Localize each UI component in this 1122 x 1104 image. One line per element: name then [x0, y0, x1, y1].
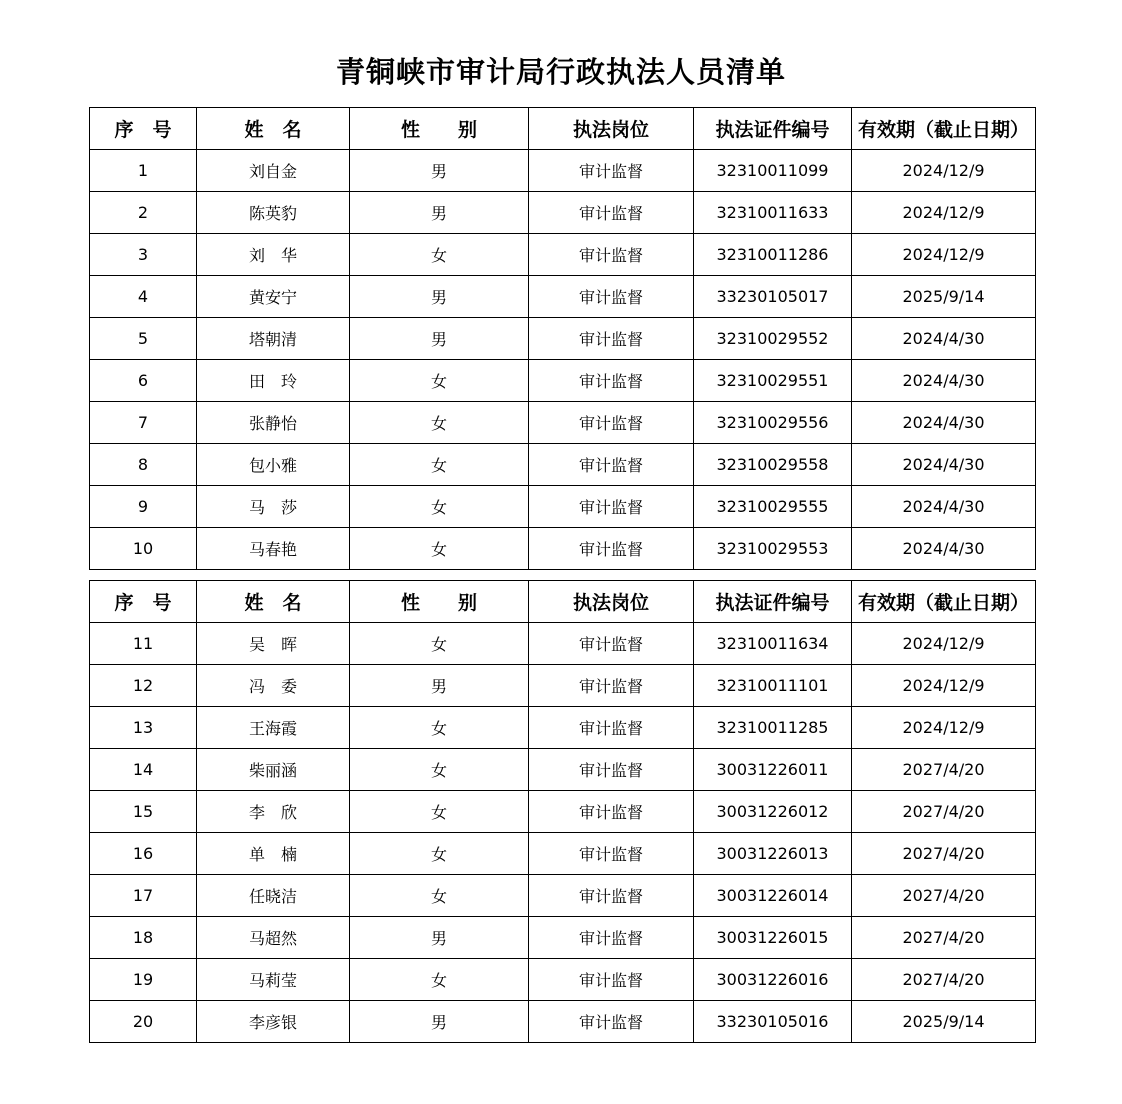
cell-name: 李彦银: [197, 1001, 350, 1043]
cell-name: 冯 委: [197, 665, 350, 707]
cell-cert-no: 30031226011: [694, 749, 852, 791]
cell-post: 审计监督: [529, 402, 694, 444]
cell-cert-no: 32310011099: [694, 150, 852, 192]
cell-gender: 女: [350, 959, 529, 1001]
cell-valid-until: 2025/9/14: [852, 276, 1036, 318]
cell-name: 马 莎: [197, 486, 350, 528]
cell-post: 审计监督: [529, 875, 694, 917]
cell-gender: 女: [350, 791, 529, 833]
cell-valid-until: 2024/4/30: [852, 360, 1036, 402]
header-valid-until: 有效期（截止日期）: [852, 581, 1036, 623]
cell-no: 13: [90, 707, 197, 749]
cell-no: 7: [90, 402, 197, 444]
table-row: [90, 276, 1036, 318]
cell-gender: 女: [350, 875, 529, 917]
cell-no: 4: [90, 276, 197, 318]
header-gender: 性 别: [350, 581, 529, 623]
table-row: [90, 402, 1036, 444]
cell-gender: 女: [350, 402, 529, 444]
cell-no: 1: [90, 150, 197, 192]
table-row: [90, 917, 1036, 959]
cell-gender: 男: [350, 917, 529, 959]
cell-valid-until: 2024/4/30: [852, 444, 1036, 486]
cell-cert-no: 32310029552: [694, 318, 852, 360]
cell-name: 王海霞: [197, 707, 350, 749]
personnel-table-part-2: [89, 580, 1036, 1043]
cell-no: 15: [90, 791, 197, 833]
cell-post: 审计监督: [529, 360, 694, 402]
cell-name: 陈英豹: [197, 192, 350, 234]
cell-cert-no: 32310011101: [694, 665, 852, 707]
header-gender: 性 别: [350, 108, 529, 150]
cell-cert-no: 30031226012: [694, 791, 852, 833]
cell-gender: 女: [350, 444, 529, 486]
cell-cert-no: 32310011286: [694, 234, 852, 276]
cell-no: 17: [90, 875, 197, 917]
cell-valid-until: 2024/4/30: [852, 402, 1036, 444]
cell-cert-no: 30031226013: [694, 833, 852, 875]
cell-cert-no: 33230105017: [694, 276, 852, 318]
table-row: [90, 318, 1036, 360]
cell-valid-until: 2027/4/20: [852, 917, 1036, 959]
cell-name: 任晓洁: [197, 875, 350, 917]
cell-post: 审计监督: [529, 486, 694, 528]
cell-post: 审计监督: [529, 444, 694, 486]
cell-no: 20: [90, 1001, 197, 1043]
cell-gender: 女: [350, 528, 529, 570]
cell-cert-no: 32310011285: [694, 707, 852, 749]
cell-post: 审计监督: [529, 623, 694, 665]
cell-name: 田 玲: [197, 360, 350, 402]
cell-cert-no: 32310029553: [694, 528, 852, 570]
cell-post: 审计监督: [529, 707, 694, 749]
cell-valid-until: 2024/12/9: [852, 192, 1036, 234]
cell-cert-no: 32310029551: [694, 360, 852, 402]
cell-valid-until: 2024/4/30: [852, 318, 1036, 360]
cell-cert-no: 30031226016: [694, 959, 852, 1001]
cell-post: 审计监督: [529, 192, 694, 234]
cell-valid-until: 2027/4/20: [852, 749, 1036, 791]
table-row: [90, 528, 1036, 570]
cell-valid-until: 2024/4/30: [852, 528, 1036, 570]
cell-cert-no: 32310029555: [694, 486, 852, 528]
cell-post: 审计监督: [529, 665, 694, 707]
header-post: 执法岗位: [529, 581, 694, 623]
cell-name: 刘自金: [197, 150, 350, 192]
table-header-row: [90, 108, 1036, 150]
cell-no: 18: [90, 917, 197, 959]
cell-gender: 男: [350, 192, 529, 234]
table-row: [90, 486, 1036, 528]
cell-no: 19: [90, 959, 197, 1001]
cell-cert-no: 32310029556: [694, 402, 852, 444]
table-row: [90, 150, 1036, 192]
cell-gender: 女: [350, 749, 529, 791]
cell-post: 审计监督: [529, 749, 694, 791]
cell-gender: 男: [350, 276, 529, 318]
cell-no: 11: [90, 623, 197, 665]
table-row: [90, 360, 1036, 402]
cell-no: 6: [90, 360, 197, 402]
cell-no: 12: [90, 665, 197, 707]
cell-cert-no: 32310029558: [694, 444, 852, 486]
table-header-row: [90, 581, 1036, 623]
table-row: [90, 791, 1036, 833]
cell-cert-no: 32310011633: [694, 192, 852, 234]
cell-cert-no: 32310011634: [694, 623, 852, 665]
cell-name: 包小雅: [197, 444, 350, 486]
cell-no: 8: [90, 444, 197, 486]
table-row: [90, 444, 1036, 486]
cell-gender: 男: [350, 1001, 529, 1043]
cell-name: 黄安宁: [197, 276, 350, 318]
table-row: [90, 875, 1036, 917]
cell-no: 9: [90, 486, 197, 528]
cell-valid-until: 2024/12/9: [852, 234, 1036, 276]
cell-no: 10: [90, 528, 197, 570]
personnel-table-part-1: [89, 107, 1036, 570]
cell-gender: 女: [350, 833, 529, 875]
header-no: 序 号: [90, 108, 197, 150]
cell-name: 马超然: [197, 917, 350, 959]
table-row: [90, 665, 1036, 707]
cell-gender: 男: [350, 318, 529, 360]
cell-cert-no: 30031226015: [694, 917, 852, 959]
cell-gender: 女: [350, 360, 529, 402]
cell-post: 审计监督: [529, 528, 694, 570]
cell-valid-until: 2024/4/30: [852, 486, 1036, 528]
header-no: 序 号: [90, 581, 197, 623]
cell-post: 审计监督: [529, 833, 694, 875]
table-row: [90, 234, 1036, 276]
cell-no: 16: [90, 833, 197, 875]
header-post: 执法岗位: [529, 108, 694, 150]
cell-post: 审计监督: [529, 917, 694, 959]
cell-post: 审计监督: [529, 1001, 694, 1043]
cell-valid-until: 2027/4/20: [852, 791, 1036, 833]
header-cert-no: 执法证件编号: [694, 581, 852, 623]
cell-no: 2: [90, 192, 197, 234]
cell-name: 马莉莹: [197, 959, 350, 1001]
cell-post: 审计监督: [529, 959, 694, 1001]
cell-cert-no: 30031226014: [694, 875, 852, 917]
cell-valid-until: 2027/4/20: [852, 875, 1036, 917]
cell-gender: 女: [350, 623, 529, 665]
cell-gender: 男: [350, 150, 529, 192]
table-row: [90, 1001, 1036, 1043]
cell-post: 审计监督: [529, 150, 694, 192]
cell-valid-until: 2024/12/9: [852, 623, 1036, 665]
table-row: [90, 192, 1036, 234]
table-row: [90, 749, 1036, 791]
cell-post: 审计监督: [529, 791, 694, 833]
cell-valid-until: 2027/4/20: [852, 959, 1036, 1001]
table-row: [90, 623, 1036, 665]
cell-name: 塔朝清: [197, 318, 350, 360]
cell-gender: 女: [350, 707, 529, 749]
header-cert-no: 执法证件编号: [694, 108, 852, 150]
cell-name: 柴丽涵: [197, 749, 350, 791]
cell-gender: 男: [350, 665, 529, 707]
cell-valid-until: 2024/12/9: [852, 707, 1036, 749]
table-row: [90, 707, 1036, 749]
cell-cert-no: 33230105016: [694, 1001, 852, 1043]
cell-name: 吴 晖: [197, 623, 350, 665]
cell-name: 刘 华: [197, 234, 350, 276]
cell-name: 马春艳: [197, 528, 350, 570]
cell-post: 审计监督: [529, 276, 694, 318]
cell-name: 李 欣: [197, 791, 350, 833]
header-name: 姓 名: [197, 108, 350, 150]
cell-valid-until: 2024/12/9: [852, 665, 1036, 707]
cell-valid-until: 2027/4/20: [852, 833, 1036, 875]
cell-post: 审计监督: [529, 234, 694, 276]
cell-no: 14: [90, 749, 197, 791]
header-valid-until: 有效期（截止日期）: [852, 108, 1036, 150]
cell-name: 单 楠: [197, 833, 350, 875]
cell-valid-until: 2025/9/14: [852, 1001, 1036, 1043]
cell-name: 张静怡: [197, 402, 350, 444]
cell-no: 3: [90, 234, 197, 276]
cell-post: 审计监督: [529, 318, 694, 360]
cell-gender: 女: [350, 486, 529, 528]
table-row: [90, 833, 1036, 875]
cell-valid-until: 2024/12/9: [852, 150, 1036, 192]
table-row: [90, 959, 1036, 1001]
cell-gender: 女: [350, 234, 529, 276]
page-title: 青铜峡市审计局行政执法人员清单: [335, 55, 786, 89]
cell-no: 5: [90, 318, 197, 360]
header-name: 姓 名: [197, 581, 350, 623]
